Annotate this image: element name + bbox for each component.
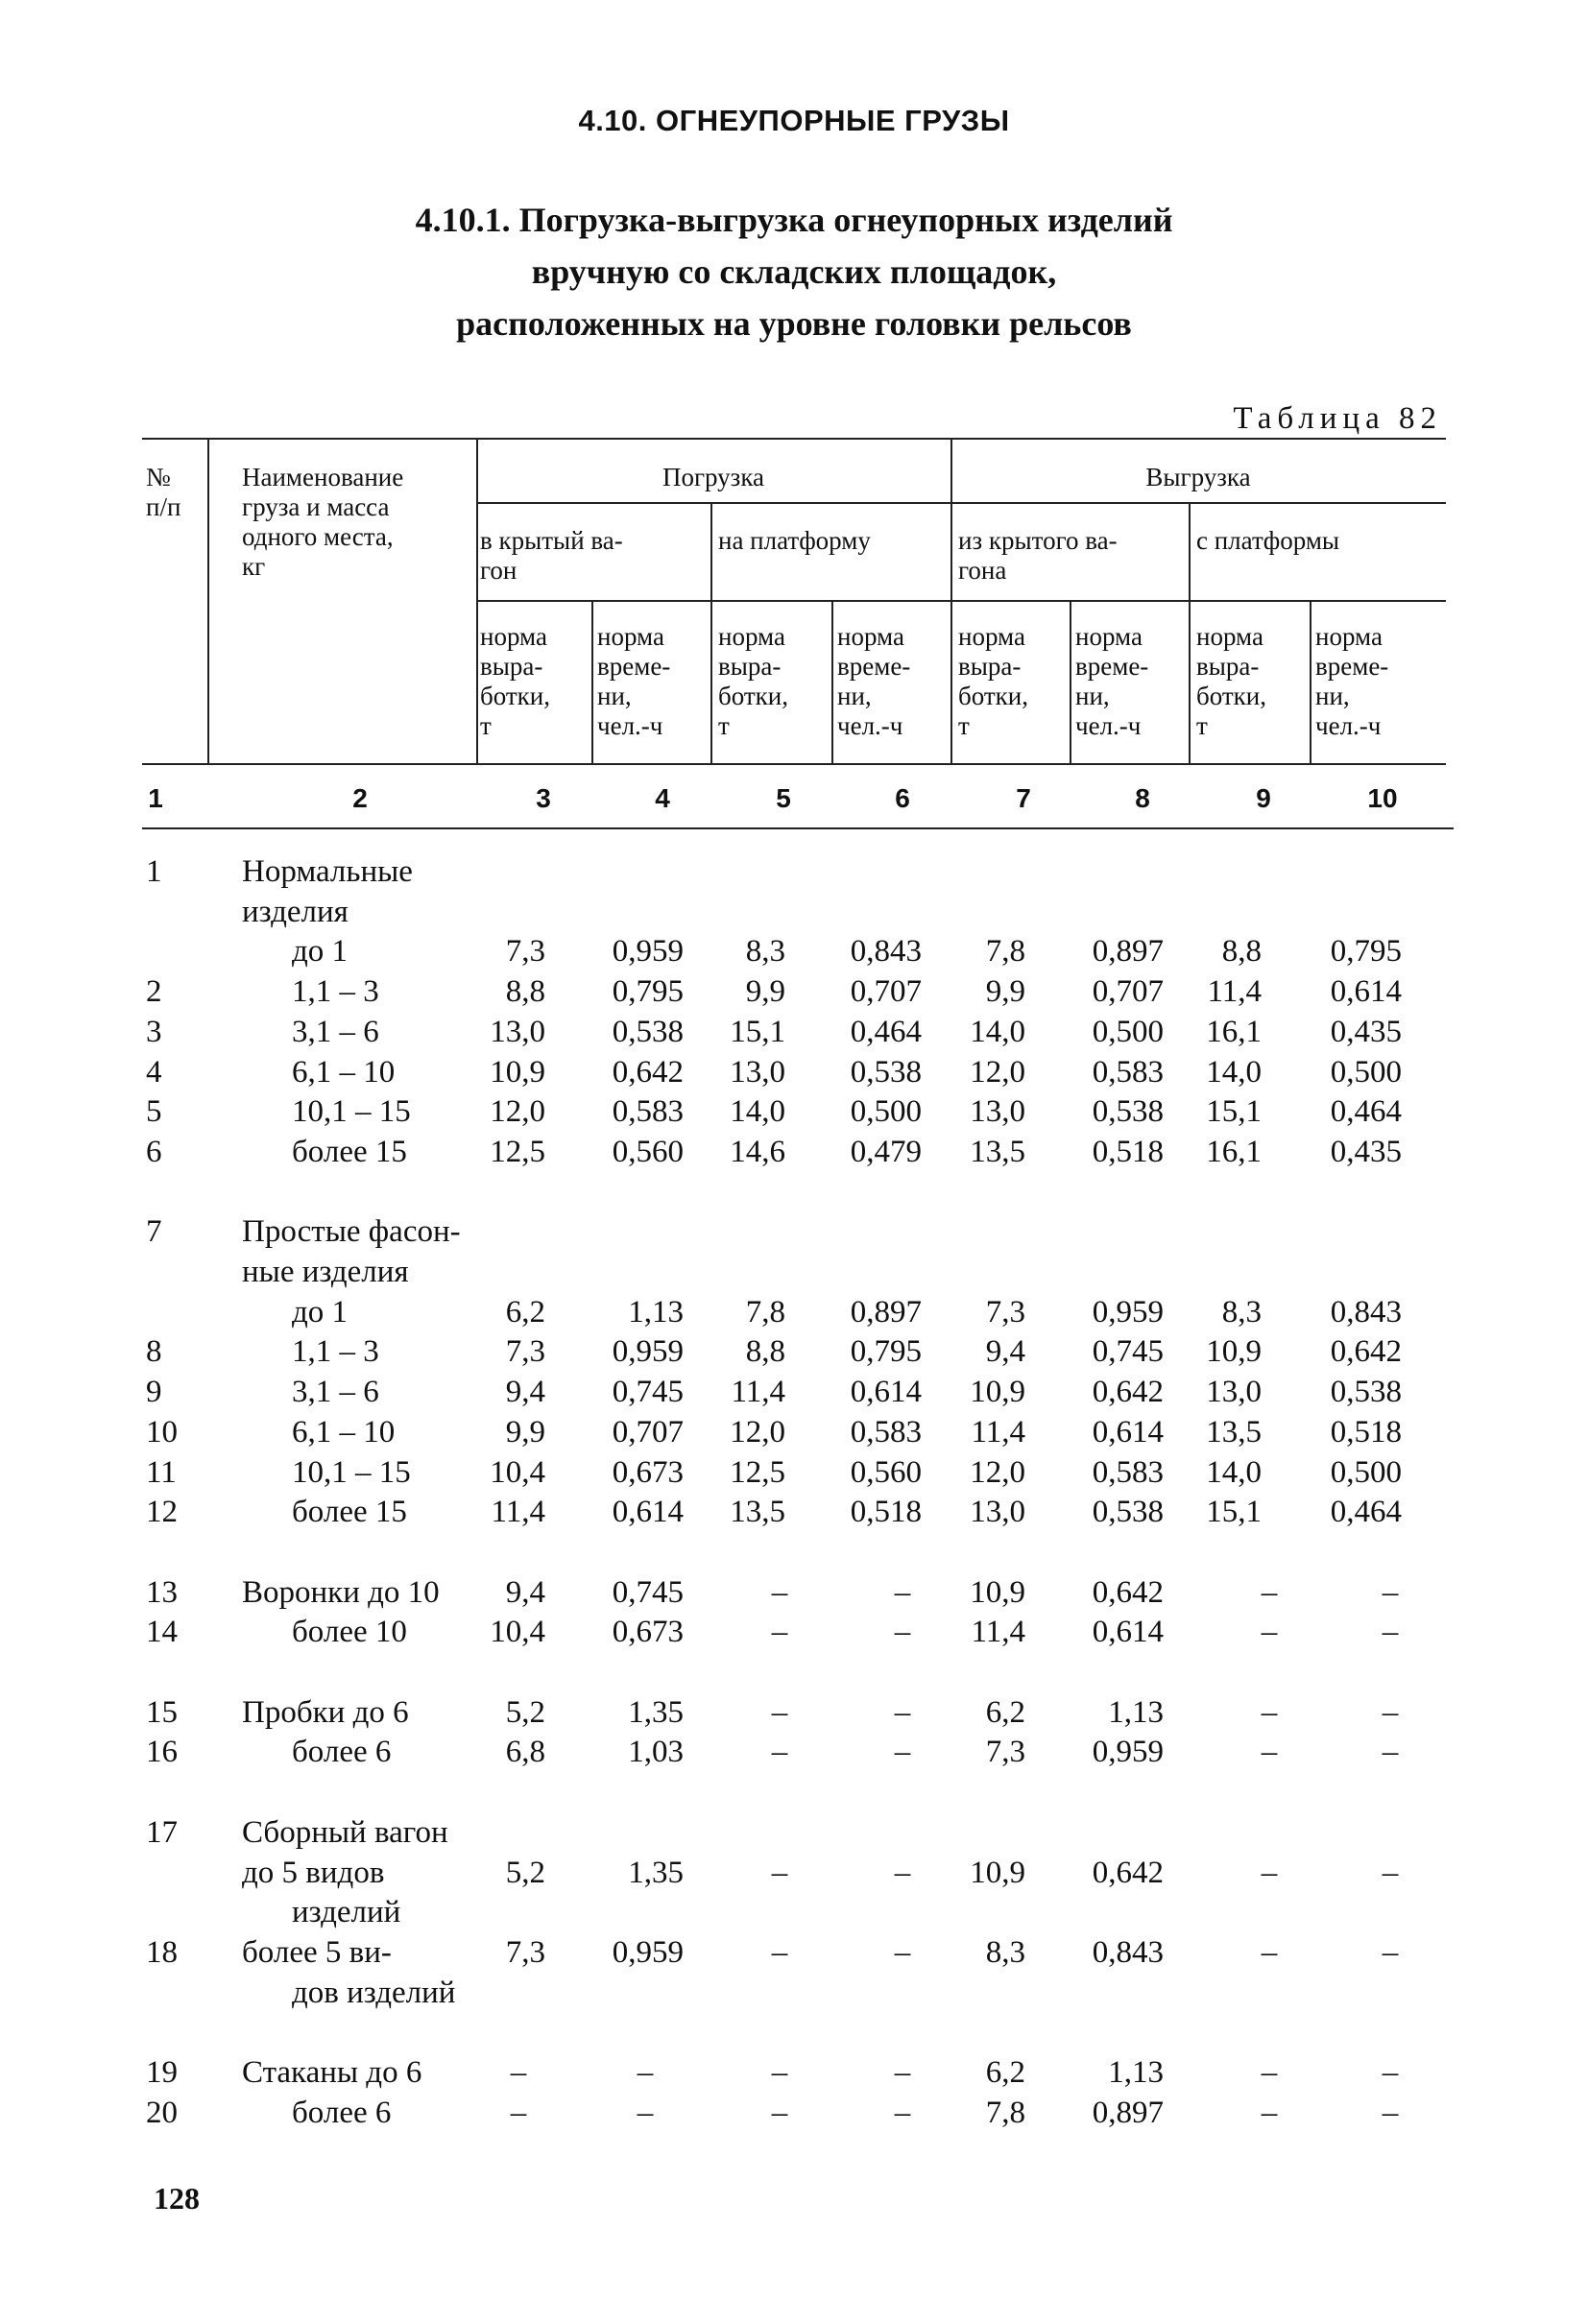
- norm-line: т: [958, 711, 970, 740]
- header-no-line: п/п: [146, 492, 181, 521]
- row-value: 13,0: [970, 1495, 1025, 1530]
- header-name-line: одного места,: [242, 522, 394, 551]
- row-value: 0,707: [1092, 974, 1164, 1010]
- norm-line: ни,: [597, 682, 632, 710]
- row-value: 0,500: [850, 1094, 922, 1130]
- row-value: 14,0: [730, 1094, 785, 1130]
- row-value: 0,560: [850, 1454, 922, 1490]
- row-value: 0,614: [1330, 974, 1402, 1010]
- row-name-line: более 5 ви-: [242, 1934, 392, 1970]
- row-number: 14: [146, 1615, 178, 1650]
- row-name-line: 6,1 – 10: [292, 1054, 396, 1090]
- norm-line: норма: [1075, 622, 1143, 651]
- row-value: –: [894, 1694, 911, 1730]
- row-value: 0,464: [850, 1014, 922, 1049]
- row-value: –: [894, 2055, 911, 2090]
- norm-line: време-: [837, 652, 911, 681]
- row-name-line: Пробки до 6: [242, 1694, 409, 1730]
- norm-line: выра-: [958, 652, 1022, 681]
- norm-line: чел.-ч: [837, 711, 903, 740]
- norm-line: ботки,: [958, 682, 1028, 710]
- norm-line: чел.-ч: [1075, 711, 1142, 740]
- norm-line: време-: [597, 652, 671, 681]
- norm-line: норма: [718, 622, 785, 651]
- row-value: –: [1261, 2095, 1278, 2130]
- row-value: –: [510, 2095, 527, 2130]
- row-value: 10,9: [970, 1574, 1025, 1610]
- row-value: 5,2: [505, 1855, 545, 1890]
- row-value: 0,614: [612, 1495, 684, 1530]
- row-value: –: [1382, 1855, 1399, 1890]
- header-no-line: №: [146, 463, 171, 491]
- row-number: 16: [146, 1735, 178, 1770]
- row-name-line: дов изделий: [292, 1975, 456, 2010]
- norm-line: т: [1196, 711, 1208, 740]
- row-value: –: [1261, 1615, 1278, 1650]
- row-value: 0,959: [1092, 1294, 1164, 1330]
- row-name-line: Простые фасон-: [242, 1214, 461, 1250]
- row-value: 0,464: [1330, 1495, 1402, 1530]
- row-value: 6,2: [985, 1694, 1025, 1730]
- row-number: 8: [146, 1334, 162, 1370]
- row-value: 11,4: [1207, 974, 1262, 1010]
- row-value: 0,745: [1092, 1334, 1164, 1370]
- row-value: 0,614: [850, 1375, 922, 1410]
- row-name-line: изделия: [242, 894, 349, 929]
- row-number: 19: [146, 2055, 178, 2090]
- row-value: 0,897: [1092, 2095, 1164, 2130]
- row-name-line: 3,1 – 6: [292, 1375, 379, 1410]
- table-subtitle: [0, 194, 1588, 349]
- row-value: –: [894, 1934, 911, 1970]
- row-value: –: [1382, 1735, 1399, 1770]
- section-title: 4.10. ОГНЕУПОРНЫЕ ГРУЗЫ: [578, 104, 1010, 137]
- row-value: 13,5: [730, 1495, 785, 1530]
- row-value: –: [771, 1615, 788, 1650]
- row-value: 0,500: [1330, 1054, 1402, 1090]
- table-top-rule: [142, 438, 1446, 440]
- row-value: 7,3: [505, 934, 545, 970]
- col-divider-9-10: [1310, 600, 1311, 763]
- row-name-line: до 5 видов: [242, 1855, 385, 1890]
- row-value: –: [771, 2055, 788, 2090]
- row-value: 0,435: [1330, 1014, 1402, 1049]
- row-value: 0,959: [1092, 1735, 1164, 1770]
- row-value: 0,518: [1330, 1414, 1402, 1450]
- row-number: 3: [146, 1014, 162, 1049]
- norm-line: норма: [1196, 622, 1263, 651]
- row-number: 4: [146, 1054, 162, 1090]
- row-number: 17: [146, 1814, 178, 1850]
- row-number: 7: [146, 1214, 162, 1250]
- row-number: 11: [146, 1454, 177, 1490]
- row-value: –: [771, 1855, 788, 1890]
- norm-line: ботки,: [718, 682, 788, 710]
- row-number: 18: [146, 1934, 178, 1970]
- norm-line: чел.-ч: [597, 711, 663, 740]
- group-divider-rule: [476, 502, 1446, 504]
- norm-line: ботки,: [480, 682, 550, 710]
- norm-line: ботки,: [1196, 682, 1266, 710]
- row-value: 13,0: [1206, 1375, 1262, 1410]
- row-value: 0,959: [612, 1934, 684, 1970]
- row-name-line: более 10: [292, 1615, 407, 1650]
- row-name-line: ные изделия: [242, 1255, 409, 1289]
- column-number: 2: [352, 783, 368, 813]
- column-number: 8: [1135, 783, 1150, 813]
- col-divider-no: [207, 438, 209, 763]
- col-divider-covered-platform: [710, 502, 712, 763]
- row-value: 12,0: [730, 1414, 785, 1450]
- row-name-line: до 1: [292, 1294, 349, 1330]
- row-value: 0,583: [612, 1094, 684, 1130]
- row-value: 5,2: [505, 1694, 545, 1730]
- header-name-line: Наименование: [242, 463, 404, 491]
- header-norm-output: [958, 622, 1028, 741]
- row-value: 7,3: [985, 1294, 1025, 1330]
- row-value: –: [771, 1934, 788, 1970]
- row-value: 0,745: [612, 1375, 684, 1410]
- row-value: 11,4: [971, 1414, 1025, 1450]
- row-value: –: [771, 1694, 788, 1730]
- row-name-line: более 6: [292, 1735, 392, 1770]
- row-value: 0,500: [1092, 1014, 1164, 1049]
- row-value: 7,3: [985, 1735, 1025, 1770]
- row-value: 13,0: [730, 1054, 785, 1090]
- row-value: 0,707: [612, 1414, 684, 1450]
- row-value: 7,3: [505, 1334, 545, 1370]
- header-unloading: Выгрузка: [1145, 463, 1251, 491]
- row-value: 16,1: [1206, 1134, 1262, 1169]
- column-number: 7: [1016, 783, 1031, 813]
- row-number: 20: [146, 2095, 178, 2130]
- row-value: –: [894, 1855, 911, 1890]
- norm-line: выра-: [1196, 652, 1260, 681]
- header-name-line: груза и масса: [242, 492, 390, 521]
- header-norm-time: [597, 622, 670, 741]
- row-value: 0,538: [612, 1014, 684, 1049]
- header-covered-wagon: [480, 526, 623, 586]
- norm-line: ни,: [1075, 682, 1110, 710]
- row-value: 7,8: [985, 934, 1025, 970]
- row-number: 2: [146, 974, 162, 1010]
- row-value: 12,0: [970, 1454, 1025, 1490]
- row-name-line: изделий: [292, 1895, 401, 1930]
- row-value: 15,1: [1206, 1094, 1262, 1130]
- header-from-covered-line: гона: [958, 556, 1007, 585]
- row-value: 0,479: [850, 1134, 922, 1169]
- row-number: 9: [146, 1375, 162, 1410]
- column-number: 6: [895, 783, 910, 813]
- norm-line: норма: [480, 622, 547, 651]
- row-name-line: 10,1 – 15: [292, 1094, 411, 1130]
- row-value: –: [894, 1574, 911, 1610]
- header-from-covered: [958, 526, 1118, 586]
- row-value: 0,435: [1330, 1134, 1402, 1169]
- row-value: 12,5: [490, 1134, 545, 1169]
- row-value: 1,13: [1108, 2055, 1164, 2090]
- subtitle-line: расположенных на уровне головки рельсов: [456, 304, 1132, 343]
- row-value: 14,0: [1206, 1454, 1262, 1490]
- row-value: 13,5: [970, 1134, 1025, 1169]
- row-value: –: [771, 2095, 788, 2130]
- row-name-line: более 15: [292, 1495, 407, 1530]
- row-value: 0,518: [1092, 1134, 1164, 1169]
- norm-line: време-: [1075, 652, 1149, 681]
- row-number: 13: [146, 1574, 178, 1610]
- row-value: 10,4: [490, 1615, 545, 1650]
- row-value: 0,538: [1092, 1495, 1164, 1530]
- norm-line: норма: [1315, 622, 1383, 651]
- norm-line: выра-: [718, 652, 782, 681]
- row-value: 0,673: [612, 1454, 684, 1490]
- header-platform: на платформу: [718, 526, 871, 555]
- header-name-line: кг: [242, 552, 266, 581]
- row-value: –: [1382, 2055, 1399, 2090]
- header-norm-time: [1315, 622, 1388, 741]
- row-value: 10,4: [490, 1454, 545, 1490]
- row-value: –: [1261, 1735, 1278, 1770]
- row-value: 0,614: [1092, 1414, 1164, 1450]
- row-value: 0,538: [1330, 1375, 1402, 1410]
- row-value: 8,3: [745, 934, 785, 970]
- row-name-line: 1,1 – 3: [292, 1334, 379, 1370]
- row-name-line: 10,1 – 15: [292, 1454, 411, 1490]
- row-value: 15,1: [730, 1014, 785, 1049]
- row-value: 8,8: [745, 1334, 785, 1370]
- header-norm-output: [480, 622, 550, 741]
- row-value: 9,9: [745, 974, 785, 1010]
- row-value: 0,707: [850, 974, 922, 1010]
- row-number: 15: [146, 1694, 178, 1730]
- header-norm-output: [718, 622, 788, 741]
- row-value: –: [894, 1735, 911, 1770]
- row-value: –: [1261, 1855, 1278, 1890]
- row-value: 0,614: [1092, 1615, 1164, 1650]
- norm-line: норма: [837, 622, 904, 651]
- norm-line: т: [480, 711, 492, 740]
- header-bottom-rule: [142, 763, 1446, 765]
- column-number: 1: [148, 783, 163, 813]
- row-value: 0,642: [1330, 1334, 1402, 1370]
- row-value: 6,2: [985, 2055, 1025, 2090]
- row-value: 1,35: [628, 1855, 684, 1890]
- row-value: 9,4: [505, 1375, 545, 1410]
- norm-line: т: [718, 711, 730, 740]
- row-value: 0,959: [612, 1334, 684, 1370]
- column-number: 4: [655, 783, 670, 813]
- row-name-line: Стаканы до 6: [242, 2055, 422, 2090]
- row-value: 0,518: [850, 1495, 922, 1530]
- row-value: 11,4: [731, 1375, 785, 1410]
- row-value: 7,3: [505, 1934, 545, 1970]
- row-name-line: 3,1 – 6: [292, 1014, 379, 1049]
- row-value: 13,0: [970, 1094, 1025, 1130]
- row-value: –: [1382, 1574, 1399, 1610]
- row-value: 6,8: [505, 1735, 545, 1770]
- row-number: 10: [146, 1414, 178, 1450]
- row-value: 1,35: [628, 1694, 684, 1730]
- row-value: 0,897: [850, 1294, 922, 1330]
- row-value: 14,0: [970, 1014, 1025, 1049]
- header-norm-time: [837, 622, 910, 741]
- row-value: 0,560: [612, 1134, 684, 1169]
- row-value: 0,673: [612, 1615, 684, 1650]
- row-value: 0,795: [1330, 934, 1402, 970]
- header-from-covered-line: из крытого ва-: [958, 526, 1118, 555]
- row-value: 14,0: [1206, 1054, 1262, 1090]
- subtitle-line: вручную со складских площадок,: [531, 252, 1057, 291]
- norm-line: выра-: [480, 652, 543, 681]
- row-value: 0,843: [850, 934, 922, 970]
- norm-line: време-: [1315, 652, 1389, 681]
- row-number: 5: [146, 1094, 162, 1130]
- row-value: 8,3: [985, 1934, 1025, 1970]
- row-value: 1,13: [1108, 1694, 1164, 1730]
- row-number: 1: [146, 854, 162, 889]
- row-value: 9,4: [505, 1574, 545, 1610]
- col-divider-7-8: [1070, 600, 1071, 763]
- row-value: 12,0: [970, 1054, 1025, 1090]
- row-value: –: [894, 1615, 911, 1650]
- row-name-line: более 6: [292, 2095, 392, 2130]
- row-value: 1,13: [628, 1294, 684, 1330]
- row-value: –: [1261, 2055, 1278, 2090]
- row-value: 0,538: [1092, 1094, 1164, 1130]
- row-name-line: до 1: [292, 934, 349, 970]
- row-value: –: [1382, 2095, 1399, 2130]
- row-value: 0,500: [1330, 1454, 1402, 1490]
- row-value: 0,959: [612, 934, 684, 970]
- row-value: –: [1382, 1615, 1399, 1650]
- table-label: Таблица 82: [1233, 401, 1442, 436]
- column-number: 9: [1256, 783, 1271, 813]
- row-value: 0,642: [612, 1054, 684, 1090]
- row-name-line: Нормальные: [242, 854, 413, 889]
- row-name-line: более 15: [292, 1134, 407, 1169]
- row-value: 14,6: [730, 1134, 785, 1169]
- header-from-platform: с платформы: [1196, 526, 1340, 555]
- row-value: 9,9: [505, 1414, 545, 1450]
- header-norm-time: [1075, 622, 1148, 741]
- header-norm-output: [1196, 622, 1266, 741]
- row-value: –: [1382, 1934, 1399, 1970]
- column-number: 10: [1367, 783, 1398, 813]
- norm-line: чел.-ч: [1315, 711, 1382, 740]
- norm-line: норма: [958, 622, 1025, 651]
- column-numbers-rule: [142, 827, 1454, 829]
- row-value: 6,2: [505, 1294, 545, 1330]
- row-value: –: [637, 2095, 654, 2130]
- row-value: 0,843: [1092, 1934, 1164, 1970]
- row-value: 10,9: [970, 1855, 1025, 1890]
- row-name-line: Сборный вагон: [242, 1814, 448, 1850]
- row-value: 13,5: [1206, 1414, 1262, 1450]
- row-value: 11,4: [971, 1615, 1025, 1650]
- row-value: 10,9: [490, 1054, 545, 1090]
- row-value: 10,9: [970, 1375, 1025, 1410]
- row-number: 6: [146, 1134, 162, 1169]
- row-value: 0,795: [850, 1334, 922, 1370]
- row-value: 7,8: [745, 1294, 785, 1330]
- row-value: 0,583: [1092, 1054, 1164, 1090]
- row-value: 9,9: [985, 974, 1025, 1010]
- row-number: 12: [146, 1495, 178, 1530]
- row-value: –: [510, 2055, 527, 2090]
- header-loading: Погрузка: [662, 463, 765, 491]
- row-value: 0,464: [1330, 1094, 1402, 1130]
- col-divider-3-4: [591, 600, 593, 763]
- row-value: 13,0: [490, 1014, 545, 1049]
- row-value: 11,4: [491, 1495, 545, 1530]
- subgroup-divider-rule: [476, 600, 1446, 602]
- row-value: 10,9: [1206, 1334, 1262, 1370]
- header-covered-wagon-line: гон: [480, 556, 517, 585]
- row-value: 12,5: [730, 1454, 785, 1490]
- subtitle-line: 4.10.1. Погрузка-выгрузка огнеупорных изделий: [415, 201, 1173, 239]
- row-value: 1,03: [628, 1735, 684, 1770]
- header-no: [146, 463, 180, 522]
- row-value: 8,3: [1221, 1294, 1262, 1330]
- row-value: 0,642: [1092, 1855, 1164, 1890]
- header-covered-wagon-line: в крытый ва-: [480, 526, 623, 555]
- row-value: 0,583: [1092, 1454, 1164, 1490]
- row-value: 0,843: [1330, 1294, 1402, 1330]
- row-value: –: [771, 1574, 788, 1610]
- row-value: 16,1: [1206, 1014, 1262, 1049]
- norm-line: норма: [597, 622, 664, 651]
- header-name: [242, 463, 403, 582]
- col-divider-5-6: [831, 600, 833, 763]
- row-value: –: [1261, 1934, 1278, 1970]
- row-value: 7,8: [985, 2095, 1025, 2130]
- col-divider-fromcovered-fromplatform: [1189, 502, 1191, 763]
- row-value: –: [1261, 1574, 1278, 1610]
- row-name-line: 6,1 – 10: [292, 1414, 396, 1450]
- norm-line: ни,: [837, 682, 872, 710]
- row-value: 0,538: [850, 1054, 922, 1090]
- column-number: 3: [536, 783, 551, 813]
- row-value: 0,642: [1092, 1375, 1164, 1410]
- row-value: 8,8: [1221, 934, 1262, 970]
- row-value: 12,0: [490, 1094, 545, 1130]
- row-value: 8,8: [505, 974, 545, 1010]
- row-value: 0,897: [1092, 934, 1164, 970]
- row-name-line: Воронки до 10: [242, 1574, 440, 1610]
- row-value: 0,745: [612, 1574, 684, 1610]
- row-value: 0,795: [612, 974, 684, 1010]
- page-number: 128: [154, 2181, 200, 2216]
- row-value: 15,1: [1206, 1495, 1262, 1530]
- row-value: –: [637, 2055, 654, 2090]
- row-value: –: [894, 2095, 911, 2130]
- row-name-line: 1,1 – 3: [292, 974, 379, 1010]
- row-value: 0,583: [850, 1414, 922, 1450]
- row-value: –: [1382, 1694, 1399, 1730]
- row-value: 9,4: [985, 1334, 1025, 1370]
- row-value: 0,642: [1092, 1574, 1164, 1610]
- norm-line: ни,: [1315, 682, 1350, 710]
- column-number: 5: [776, 783, 791, 813]
- row-value: –: [1261, 1694, 1278, 1730]
- row-value: –: [771, 1735, 788, 1770]
